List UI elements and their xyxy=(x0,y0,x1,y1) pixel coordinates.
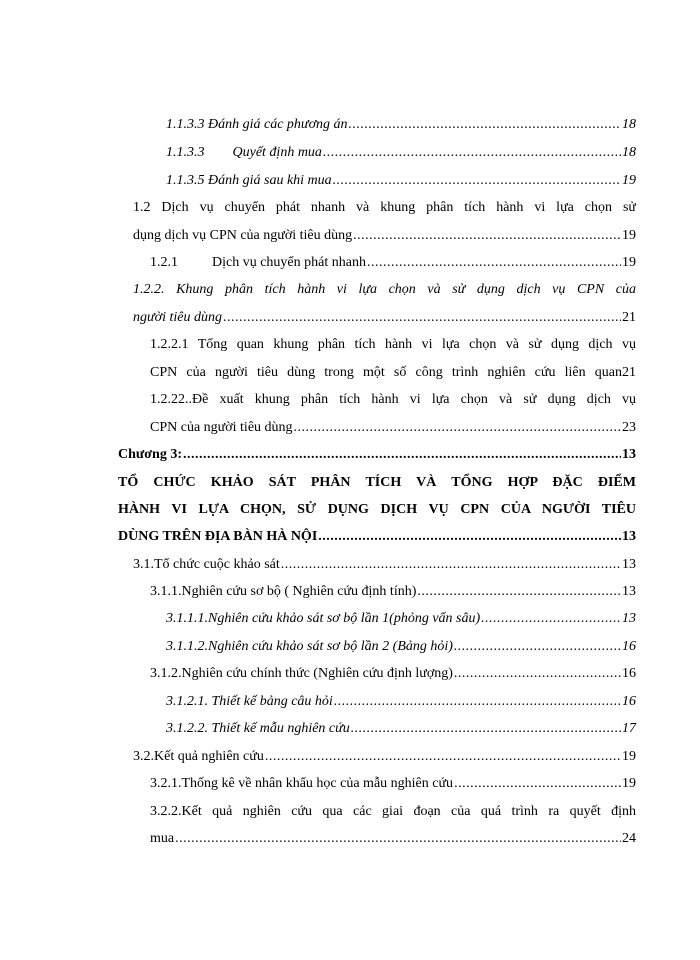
toc-entry-label: 3.2.1.Thống kê về nhân khẩu học của mẫu nghiên cứu xyxy=(150,776,454,791)
toc-entry xyxy=(133,556,636,574)
toc-chapter xyxy=(118,446,636,464)
toc-entry-label: người tiêu dùng xyxy=(133,310,222,325)
toc-chapter-title-line1: TỔ CHỨC KHẢO SÁT PHÂN TÍCH VÀ TỔNG HỢP ĐẶC ĐIỂM xyxy=(118,475,636,490)
toc-entry xyxy=(133,748,636,766)
toc-entry xyxy=(166,610,636,628)
toc-entry-label: dụng dịch vụ CPN của người tiêu dùng xyxy=(133,228,353,243)
toc-entry xyxy=(166,720,636,738)
toc-entry-label: 3.1.1.Nghiên cứu sơ bộ ( Nghiên cứu định tính) xyxy=(150,584,417,599)
toc-entry-line1: 1.2.22..Đề xuất khung phân tích hành vi lựa chọn và sử dụng dịch vụ xyxy=(150,392,636,407)
toc-entry-page: 19 xyxy=(622,255,636,270)
toc-entry-page: 13 xyxy=(622,611,636,626)
toc-entry-line2: CPN của người tiêu dùng trong một số công trình nghiên cứu liên quan21 xyxy=(150,365,636,380)
toc-entry-page: 21 xyxy=(622,310,636,325)
toc-entry-label: 3.1.1.2.Nghiên cứu khảo sát sơ bộ lần 2 (Bảng hỏi) xyxy=(166,639,453,654)
toc-entry-label: mua xyxy=(150,831,175,846)
toc-entry-page: 24 xyxy=(622,831,636,846)
toc-entry-page: 18 xyxy=(622,117,636,132)
toc-chapter-title-line3 xyxy=(118,528,636,546)
toc-entry-label: Quyết định mua xyxy=(232,145,322,160)
toc-entry-label: Chương 3: xyxy=(118,447,182,462)
toc-entry-label: 1.1.3.5 Đánh giá sau khi mua xyxy=(166,173,332,188)
toc-entry xyxy=(150,419,636,437)
toc-entry xyxy=(166,172,636,190)
toc-entry-number: 1.1.3.3 xyxy=(166,145,205,160)
toc-entry-page: 17 xyxy=(622,721,636,736)
toc-entry xyxy=(133,227,636,245)
toc-entry xyxy=(166,638,636,656)
toc-entry-page: 16 xyxy=(622,639,636,654)
toc-entry-label: 3.1.Tổ chức cuộc khảo sát xyxy=(133,557,280,572)
toc-entry xyxy=(150,665,636,683)
toc-entry-page: 16 xyxy=(622,694,636,709)
toc-entry-page: 19 xyxy=(622,228,636,243)
toc-entry-label: 3.2.Kết quả nghiên cứu xyxy=(133,749,264,764)
toc-entry-page: 13 xyxy=(622,529,636,544)
toc-entry-page: 13 xyxy=(622,557,636,572)
toc-entry xyxy=(150,830,636,848)
toc-entry-page: 19 xyxy=(622,776,636,791)
toc-entry xyxy=(166,116,636,134)
toc-entry-label: CPN của người tiêu dùng xyxy=(150,420,293,435)
toc-entry-page: 18 xyxy=(622,145,636,160)
toc-entry-page: 19 xyxy=(622,173,636,188)
toc-entry xyxy=(166,144,636,162)
toc-entry xyxy=(150,254,636,272)
toc-entry xyxy=(150,775,636,793)
toc-entry xyxy=(166,693,636,711)
toc-entry-line1: 1.2.2. Khung phân tích hành vi lựa chọn và sử dụng dịch vụ CPN của xyxy=(133,282,636,297)
toc-entry-label: 3.1.1.1.Nghiên cứu khảo sát sơ bộ lần 1(phỏng vấn sâu) xyxy=(166,611,481,626)
toc-entry xyxy=(133,309,636,327)
toc-entry-page: 19 xyxy=(622,749,636,764)
toc-entry xyxy=(150,583,636,601)
toc-chapter-title-line2: HÀNH VI LỰA CHỌN, SỬ DỤNG DỊCH VỤ CPN CỦA NGƯỜI TIÊU xyxy=(118,502,636,517)
toc-entry-page: 23 xyxy=(622,420,636,435)
toc-entry-label: 3.1.2.1. Thiết kế bảng câu hỏi xyxy=(166,694,333,709)
toc-entry-line1: 3.2.2.Kết quả nghiên cứu qua các giai đoạn của quá trình ra quyết định xyxy=(150,804,636,819)
toc-entry-line1: 1.2 Dịch vụ chuyển phát nhanh và khung phân tích hành vi lựa chọn sử xyxy=(133,200,636,215)
toc-entry-label: 3.1.2.2. Thiết kế mẫu nghiên cứu xyxy=(166,721,350,736)
toc-entry-page: 13 xyxy=(622,584,636,599)
toc-entry-page: 13 xyxy=(622,447,636,462)
toc-entry-line1: 1.2.2.1 Tổng quan khung phân tích hành vi lựa chọn và sử dụng dịch vụ xyxy=(150,337,636,352)
toc-entry-label: 3.1.2.Nghiên cứu chính thức (Nghiên cứu định lượng) xyxy=(150,666,453,681)
toc-entry-label: DÙNG TRÊN ĐỊA BÀN HÀ NỘI xyxy=(118,529,318,544)
toc-entry-label: Dịch vụ chuyển phát nhanh xyxy=(212,255,366,270)
toc-entry-label: 1.1.3.3 Đánh giá các phương án xyxy=(166,117,348,132)
toc-entry-page: 16 xyxy=(622,666,636,681)
toc-entry-number: 1.2.1 xyxy=(150,255,178,270)
